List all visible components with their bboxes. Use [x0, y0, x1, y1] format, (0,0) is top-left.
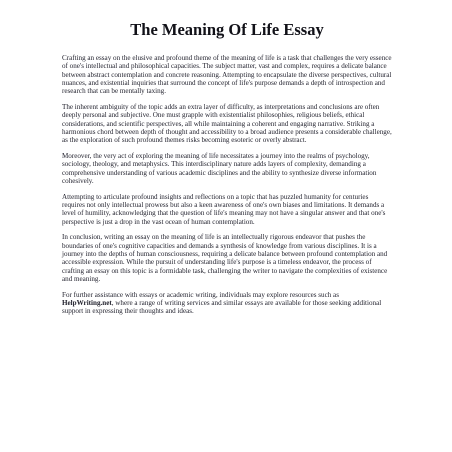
- helpwriting-site-name: HelpWriting.net: [62, 298, 112, 307]
- essay-paragraph-2: The inherent ambiguity of the topic adds an extra layer of difficulty, as interpretations and conclusions are often deeply personal and subjective. One must grapple with existentialist philosophies, religious beliefs, ethical considerations, and scientific perspectives, all while maintaining a coherent and engaging narrative. Striking a harmonious chord between depth of thought and accessibility to a broad audience presents a considerable challenge, as the exploration of such profound themes risks becoming esoteric or overly abstract.: [62, 102, 392, 145]
- essay-closing-paragraph: [62, 291, 392, 316]
- closing-text-start: For further assistance with essays or academic writing, individuals may explore resources such as: [62, 290, 339, 299]
- essay-paragraph-3: Moreover, the very act of exploring the meaning of life necessitates a journey into the realms of psychology, sociology, theology, and metaphysics. This interdisciplinary nature adds layers of complexity, demanding a comprehensive understanding of various academic disciplines and the ability to synthesize diverse information cohesively.: [62, 151, 377, 185]
- closing-text-end: , where a range of writing services and similar essays are available for those seeking additional support in expressing their thoughts and ideas.: [62, 298, 382, 316]
- essay-title: The Meaning Of Life Essay: [130, 20, 324, 39]
- essay-paragraph-4: Attempting to articulate profound insights and reflections on a topic that has puzzled humanity for centuries requires not only intellectual prowess but also a keen awareness of one's own biases and limitations. It demands a level of humility, acknowledging that the question of life's meaning may not have a singular answer and that one's perspective is just a drop in the vast ocean of human contemplation.: [62, 192, 386, 226]
- essay-paragraph-5: In conclusion, writing an essay on the meaning of life is an intellectually rigorous endeavor that pushes the boundaries of one's cognitive capacities and demands a synthesis of knowledge from various disciplines. It is a journey into the depths of human consciousness, requiring a delicate balance between profound contemplation and accessible expression. While the pursuit of understanding life's purpose is a timeless endeavor, the process of crafting an essay on this topic is a formidable task, challenging the writer to navigate the complexities of existence and meaning.: [62, 233, 388, 283]
- essay-paragraph-1: Crafting an essay on the elusive and profound theme of the meaning of life is a task that challenges the very essence of one's intellectual and philosophical capacities. The subject matter, vast and complex, requires a delicate balance between abstract contemplation and concrete reasoning. Attempting to encapsulate the diverse perspectives, cultural nuances, and existential inquiries that surround the concept of life's purpose demands a depth of introspection and research that can be mentally taxing.: [62, 54, 392, 96]
